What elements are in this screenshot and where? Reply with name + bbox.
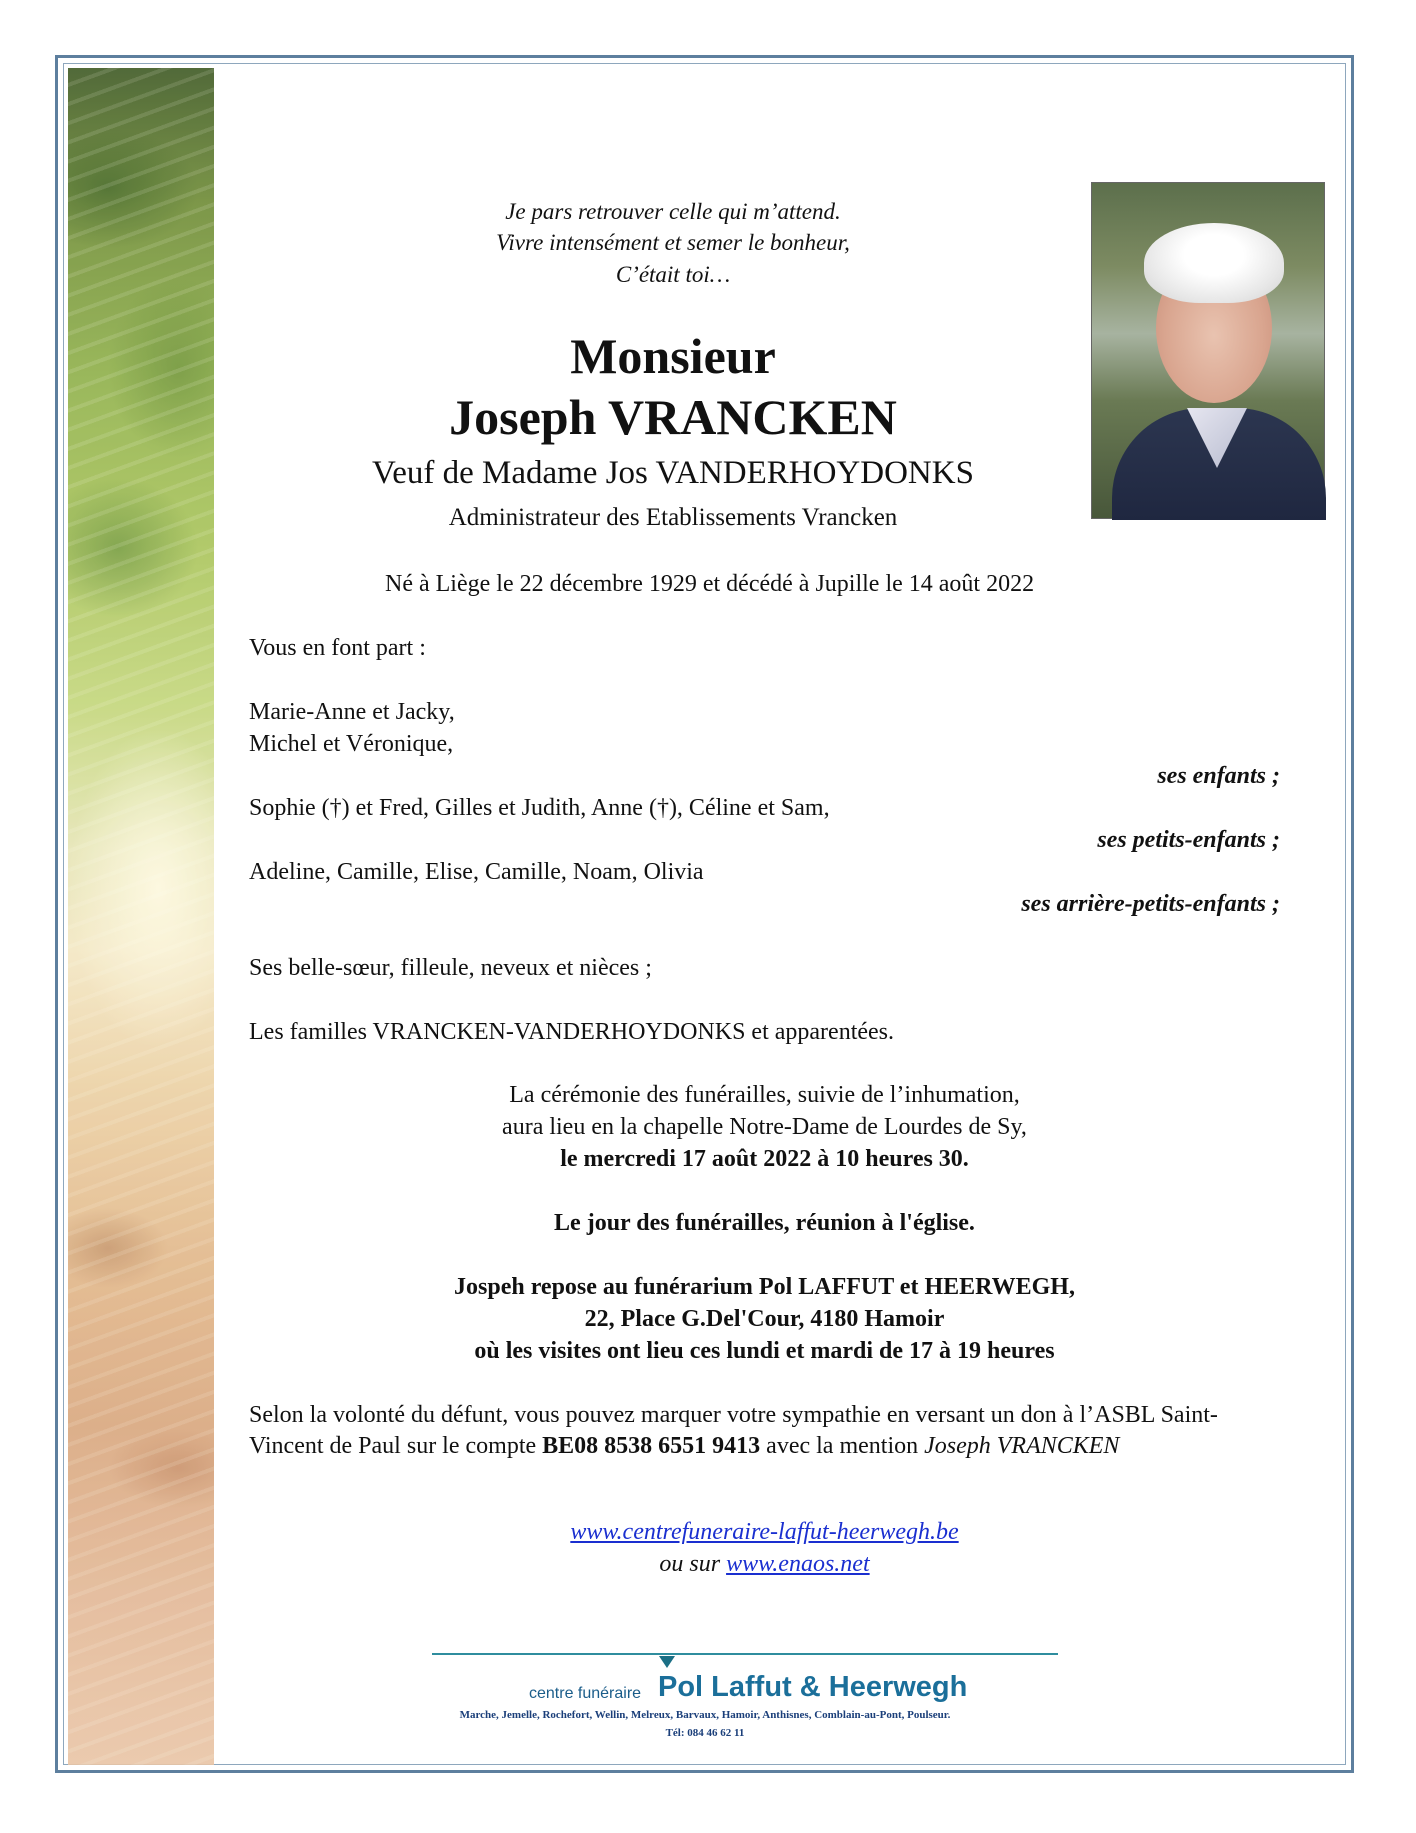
occupation-line: Administrateur des Etablissements Vrancken — [448, 504, 898, 531]
quote-line-2: Vivre intensément et semer le bonheur, — [496, 230, 850, 255]
footer-divider — [432, 1653, 1058, 1655]
widow-line: Veuf de Madame Jos VANDERHOYDONKS — [372, 455, 974, 491]
donation-paragraph — [249, 1400, 1281, 1462]
footer-triangle-icon — [659, 1656, 675, 1668]
ceremony-line-2: aura lieu en la chapelle Notre-Dame de Lourdes de Sy, — [502, 1114, 1027, 1140]
rest-line-3: où les visites ont lieu ces lundi et mardi de 17 à 19 heures — [474, 1338, 1055, 1364]
or-text: ou sur — [659, 1551, 727, 1577]
portrait-photo — [1091, 182, 1325, 519]
donation-account: BE08 8538 6551 9413 — [542, 1433, 761, 1459]
donation-text-1: Selon la volonté du défunt, vous pouvez marquer votre sympathie en versant un don à l’ASBL Saint-Vincent de Paul sur le compte — [249, 1402, 1218, 1459]
ceremony-date: le mercredi 17 août 2022 à 10 heures 30. — [560, 1146, 969, 1172]
footer-phone: Tél: 084 46 62 11 — [665, 1727, 745, 1739]
enaos-link[interactable]: www.enaos.net — [726, 1551, 870, 1577]
footer-places: Marche, Jemelle, Rochefort, Wellin, Melreux, Barvaux, Hamoir, Anthisnes, Comblain-au-Pont, Poulseur. — [459, 1709, 951, 1721]
ceremony-line-1: La cérémonie des funérailles, suivie de l’inhumation, — [509, 1082, 1020, 1108]
meeting-line: Le jour des funérailles, réunion à l'église. — [554, 1210, 975, 1236]
rest-line-2: 22, Place G.Del'Cour, 4180 Hamoir — [584, 1306, 945, 1332]
donation-text-2: avec la mention — [760, 1433, 925, 1459]
quote-line-3: C’était toi… — [615, 262, 731, 287]
forest-path-image — [68, 68, 214, 1765]
deceased-name: Joseph VRANCKEN — [449, 389, 897, 445]
footer-logo-brand: Pol Laffut & Heerwegh — [658, 1671, 968, 1703]
footer-logo-small: centre funéraire — [529, 1685, 642, 1702]
donation-mention: Joseph VRANCKEN — [924, 1433, 1120, 1459]
grandchildren-line: Sophie (†) et Fred, Gilles et Judith, Anne (†), Céline et Sam, — [249, 795, 830, 821]
link-line-1 — [249, 1519, 1280, 1546]
greatgrandchildren-line: Adeline, Camille, Elise, Camille, Noam, Olivia — [249, 859, 704, 885]
children-line-1: Marie-Anne et Jacky, — [249, 699, 455, 725]
title-monsieur: Monsieur — [570, 328, 776, 384]
rest-line-1: Jospeh repose au funérarium Pol LAFFUT et HEERWEGH, — [454, 1274, 1075, 1300]
children-label: ses enfants ; — [1157, 763, 1280, 789]
greatgrandchildren-label: ses arrière-petits-enfants ; — [1021, 891, 1280, 917]
link-line-2 — [249, 1551, 1280, 1578]
funeral-center-link[interactable]: www.centrefuneraire-laffut-heerwegh.be — [570, 1519, 959, 1545]
born-died-line: Né à Liège le 22 décembre 1929 et décédé à Jupille le 14 août 2022 — [385, 571, 1035, 597]
families-line: Les familles VRANCKEN-VANDERHOYDONKS et apparentées. — [249, 1019, 895, 1045]
quote-line-1: Je pars retrouver celle qui m’attend. — [505, 199, 841, 224]
relatives-line: Ses belle-sœur, filleule, neveux et nièces ; — [249, 955, 652, 981]
announce-line: Vous en font part : — [249, 635, 426, 661]
children-line-2: Michel et Véronique, — [249, 731, 454, 757]
grandchildren-label: ses petits-enfants ; — [1097, 827, 1280, 853]
portrait-hair — [1144, 223, 1284, 303]
